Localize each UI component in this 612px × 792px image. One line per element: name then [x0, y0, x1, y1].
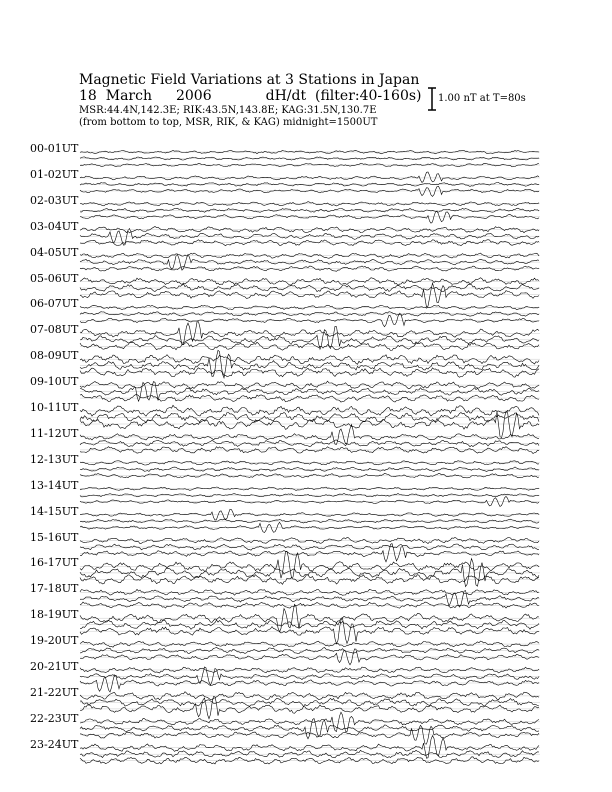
trace-kag-10-11UT: [80, 405, 539, 416]
trace-rik-22-23UT: [80, 719, 539, 739]
hour-label: 00-01UT: [30, 142, 79, 155]
hour-label: 05-06UT: [30, 271, 79, 285]
chart-title: Magnetic Field Variations at 3 Stations in Japan: [79, 72, 420, 88]
hour-label: 04-05UT: [30, 245, 79, 259]
trace-rik-07-08UT: [80, 326, 539, 349]
filter-label: (filter:40-160s): [315, 88, 422, 104]
trace-kag-08-09UT: [80, 355, 539, 365]
hour-label: 08-09UT: [30, 349, 79, 363]
hour-label: 07-08UT: [30, 323, 79, 337]
hour-label: 12-13UT: [30, 452, 79, 466]
trace-rik-08-09UT: [80, 350, 539, 378]
quantity-label: dH/dt: [265, 88, 307, 104]
station-coordinates: MSR:44.4N,142.3E; RIK:43.5N,143.8E; KAG:31.5N,130.7E: [79, 105, 377, 116]
hour-label: 16-17UT: [30, 556, 79, 570]
date-year: 2006: [175, 88, 212, 104]
trace-msr-08-09UT: [80, 368, 539, 378]
scale-label: 1.00 nT at T=80s: [438, 93, 526, 104]
trace-msr-05-06UT: [80, 283, 539, 307]
hour-label: 17-18UT: [30, 582, 79, 596]
hour-label: 14-15UT: [30, 504, 79, 518]
trace-msr-15-16UT: [80, 544, 539, 562]
trace-rik-16-17UT: [80, 559, 539, 587]
trace-msr-23-24UT: [80, 757, 539, 764]
hour-label: 15-16UT: [30, 530, 79, 544]
hour-label: 06-07UT: [30, 297, 79, 311]
hour-label: 09-10UT: [30, 375, 79, 389]
trace-kag-11-12UT: [80, 425, 539, 445]
hour-label: 23-24UT: [30, 737, 79, 751]
trace-msr-13-14UT: [80, 496, 539, 506]
date-month: March: [105, 88, 152, 104]
trace-msr-01-02UT: [80, 186, 539, 196]
hour-label: 02-03UT: [30, 193, 79, 207]
hour-label: 21-22UT: [30, 685, 79, 699]
trace-msr-10-11UT: [80, 411, 539, 438]
trace-kag-01-02UT: [80, 172, 539, 183]
trace-msr-11-12UT: [80, 447, 539, 454]
hour-label: 22-23UT: [30, 711, 79, 725]
hour-label: 10-11UT: [30, 401, 79, 414]
hour-label: 01-02UT: [30, 167, 79, 181]
trace-msr-21-22UT: [80, 696, 539, 718]
trace-msr-20-21UT: [80, 675, 539, 692]
trace-msr-18-19UT: [80, 618, 539, 644]
hour-label: 20-21UT: [30, 660, 79, 673]
hour-label: 03-04UT: [30, 219, 79, 233]
trace-msr-02-03UT: [80, 211, 539, 223]
trace-rik-20-21UT: [80, 667, 539, 685]
hour-label: 18-19UT: [30, 608, 79, 622]
hour-label: 13-14UT: [30, 478, 79, 492]
hour-label: 11-12UT: [30, 426, 79, 440]
hour-label: 19-20UT: [30, 634, 79, 648]
station-order-note: (from bottom to top, MSR, RIK, & KAG) midnight=1500UT: [79, 117, 378, 128]
date-day: 18: [79, 88, 97, 104]
